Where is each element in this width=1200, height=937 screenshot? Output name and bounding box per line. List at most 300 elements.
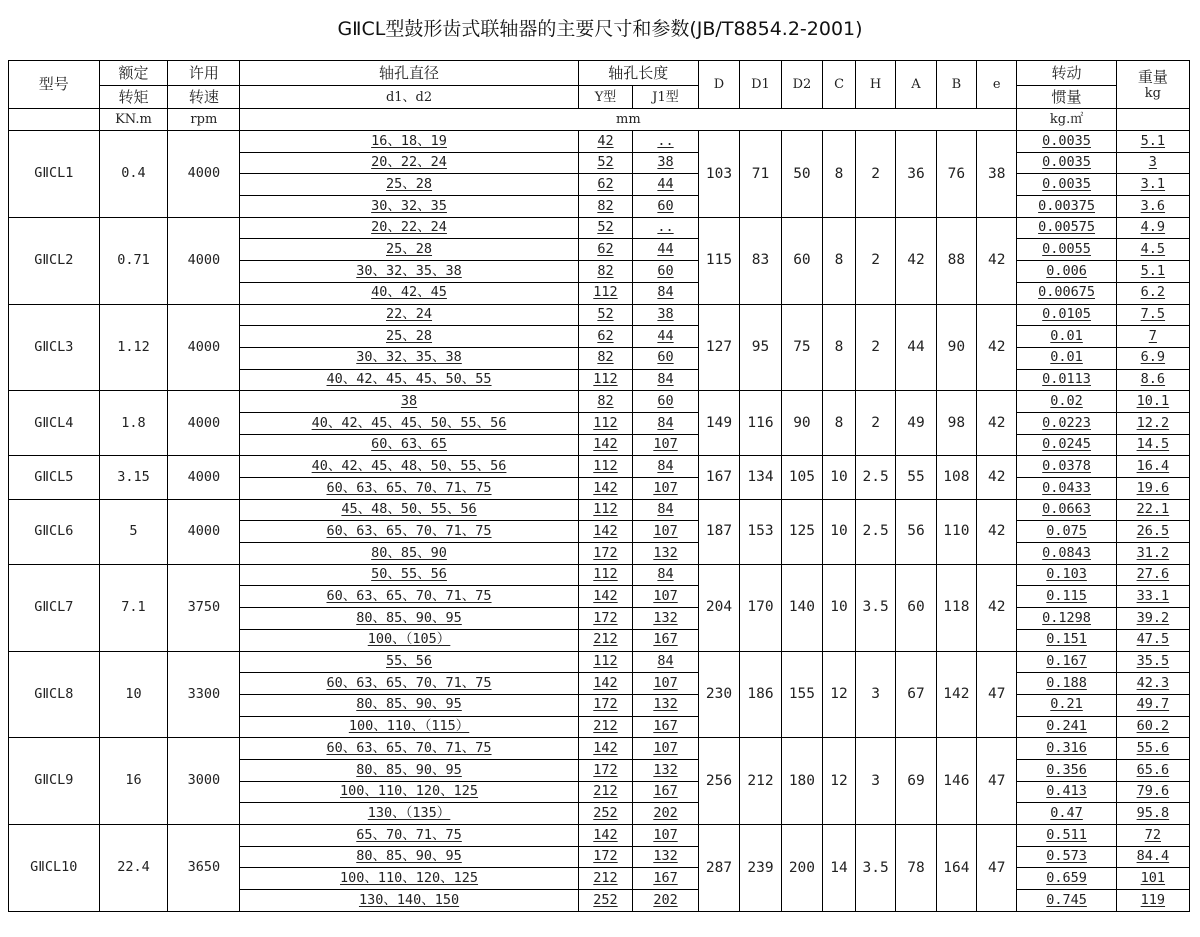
torque-cell: 0.4 bbox=[99, 131, 168, 218]
torque-cell: 5 bbox=[99, 499, 168, 564]
model-cell: GⅡCL4 bbox=[9, 391, 100, 456]
j1-length-cell: 132 bbox=[633, 759, 699, 781]
dim-d-cell: 204 bbox=[698, 564, 739, 651]
j1-length-cell: 38 bbox=[633, 304, 699, 326]
weight-cell: 55.6 bbox=[1116, 738, 1189, 760]
inertia-cell: 0.00675 bbox=[1017, 282, 1116, 304]
speed-cell: 3000 bbox=[168, 738, 240, 825]
bore-diameter-cell: 38 bbox=[240, 391, 578, 413]
y-length-cell: 112 bbox=[578, 499, 633, 521]
table-row bbox=[9, 131, 1190, 153]
j1-length-cell: 60 bbox=[633, 261, 699, 283]
bore-diameter-cell: 40、42、45、45、50、55、56 bbox=[240, 412, 578, 434]
torque-cell: 22.4 bbox=[99, 825, 168, 912]
weight-cell: 39.2 bbox=[1116, 608, 1189, 630]
dim-d1-cell: 239 bbox=[740, 825, 781, 912]
header-blank-model bbox=[9, 109, 100, 131]
dim-e-cell: 42 bbox=[977, 304, 1017, 391]
y-length-cell: 142 bbox=[578, 586, 633, 608]
dim-b-cell: 90 bbox=[936, 304, 976, 391]
y-length-cell: 112 bbox=[578, 456, 633, 478]
dim-a-cell: 49 bbox=[896, 391, 936, 456]
dim-h-cell: 2 bbox=[855, 217, 895, 304]
header-speed-2: 转速 bbox=[168, 86, 240, 109]
bore-diameter-cell: 100、110、120、125 bbox=[240, 781, 578, 803]
weight-cell: 7.5 bbox=[1116, 304, 1189, 326]
y-length-cell: 142 bbox=[578, 673, 633, 695]
speed-cell: 4000 bbox=[168, 304, 240, 391]
weight-cell: 14.5 bbox=[1116, 434, 1189, 456]
inertia-cell: 0.0035 bbox=[1017, 131, 1116, 153]
bore-diameter-cell: 100、110、（115） bbox=[240, 716, 578, 738]
dim-b-cell: 98 bbox=[936, 391, 976, 456]
weight-cell: 31.2 bbox=[1116, 543, 1189, 565]
header-H: H bbox=[855, 61, 895, 109]
dim-h-cell: 2 bbox=[855, 131, 895, 218]
j1-length-cell: 167 bbox=[633, 629, 699, 651]
dim-e-cell: 42 bbox=[977, 499, 1017, 564]
j1-length-cell: 107 bbox=[633, 586, 699, 608]
inertia-cell: 0.0378 bbox=[1017, 456, 1116, 478]
dim-d2-cell: 155 bbox=[781, 651, 822, 738]
y-length-cell: 62 bbox=[578, 326, 633, 348]
header-bore-length: 轴孔长度 bbox=[578, 61, 698, 86]
weight-cell: 19.6 bbox=[1116, 478, 1189, 500]
bore-diameter-cell: 80、85、90、95 bbox=[240, 694, 578, 716]
dim-h-cell: 3 bbox=[855, 738, 895, 825]
j1-length-cell: 84 bbox=[633, 564, 699, 586]
j1-length-cell: 60 bbox=[633, 196, 699, 218]
j1-length-cell: 107 bbox=[633, 434, 699, 456]
dim-d-cell: 230 bbox=[698, 651, 739, 738]
weight-cell: 65.6 bbox=[1116, 759, 1189, 781]
header-A: A bbox=[896, 61, 936, 109]
y-length-cell: 142 bbox=[578, 478, 633, 500]
dim-a-cell: 60 bbox=[896, 564, 936, 651]
dim-a-cell: 55 bbox=[896, 456, 936, 499]
torque-cell: 16 bbox=[99, 738, 168, 825]
header-y-type: Y型 bbox=[578, 86, 633, 109]
dim-e-cell: 38 bbox=[977, 131, 1017, 218]
j1-length-cell: 132 bbox=[633, 608, 699, 630]
table-row bbox=[9, 738, 1190, 760]
dim-d-cell: 256 bbox=[698, 738, 739, 825]
bore-diameter-cell: 30、32、35 bbox=[240, 196, 578, 218]
dim-c-cell: 8 bbox=[823, 391, 856, 456]
header-torque-unit: KN.m bbox=[99, 109, 168, 131]
bore-diameter-cell: 30、32、35、38 bbox=[240, 261, 578, 283]
weight-cell: 79.6 bbox=[1116, 781, 1189, 803]
y-length-cell: 112 bbox=[578, 651, 633, 673]
bore-diameter-cell: 60、63、65、70、71、75 bbox=[240, 478, 578, 500]
weight-cell: 35.5 bbox=[1116, 651, 1189, 673]
inertia-cell: 0.47 bbox=[1017, 803, 1116, 825]
inertia-cell: 0.0433 bbox=[1017, 478, 1116, 500]
weight-cell: 95.8 bbox=[1116, 803, 1189, 825]
inertia-cell: 0.573 bbox=[1017, 846, 1116, 868]
bore-diameter-cell: 22、24 bbox=[240, 304, 578, 326]
j1-length-cell: 84 bbox=[633, 282, 699, 304]
bore-diameter-cell: 130、（135） bbox=[240, 803, 578, 825]
y-length-cell: 82 bbox=[578, 261, 633, 283]
dim-d-cell: 103 bbox=[698, 131, 739, 218]
weight-cell: 72 bbox=[1116, 825, 1189, 847]
inertia-cell: 0.316 bbox=[1017, 738, 1116, 760]
dim-d-cell: 187 bbox=[698, 499, 739, 564]
dim-d-cell: 167 bbox=[698, 456, 739, 499]
header-D1: D1 bbox=[740, 61, 781, 109]
j1-length-cell: 84 bbox=[633, 456, 699, 478]
j1-length-cell: 167 bbox=[633, 716, 699, 738]
dim-d2-cell: 125 bbox=[781, 499, 822, 564]
inertia-cell: 0.103 bbox=[1017, 564, 1116, 586]
y-length-cell: 172 bbox=[578, 694, 633, 716]
y-length-cell: 212 bbox=[578, 716, 633, 738]
weight-cell: 3.1 bbox=[1116, 174, 1189, 196]
table-body bbox=[9, 131, 1190, 912]
y-length-cell: 82 bbox=[578, 391, 633, 413]
dim-a-cell: 78 bbox=[896, 825, 936, 912]
dim-b-cell: 108 bbox=[936, 456, 976, 499]
dim-a-cell: 56 bbox=[896, 499, 936, 564]
y-length-cell: 112 bbox=[578, 412, 633, 434]
inertia-cell: 0.02 bbox=[1017, 391, 1116, 413]
y-length-cell: 142 bbox=[578, 825, 633, 847]
weight-cell: 33.1 bbox=[1116, 586, 1189, 608]
model-cell: GⅡCL9 bbox=[9, 738, 100, 825]
y-length-cell: 212 bbox=[578, 629, 633, 651]
bore-diameter-cell: 16、18、19 bbox=[240, 131, 578, 153]
header-inertia-unit: kg.㎡ bbox=[1017, 109, 1116, 131]
header-weight: 重量 kg bbox=[1116, 61, 1189, 109]
model-cell: GⅡCL1 bbox=[9, 131, 100, 218]
y-length-cell: 172 bbox=[578, 608, 633, 630]
bore-diameter-cell: 55、56 bbox=[240, 651, 578, 673]
model-cell: GⅡCL7 bbox=[9, 564, 100, 651]
model-cell: GⅡCL8 bbox=[9, 651, 100, 738]
bore-diameter-cell: 60、63、65、70、71、75 bbox=[240, 738, 578, 760]
table-row bbox=[9, 456, 1190, 478]
bore-diameter-cell: 40、42、45、45、50、55 bbox=[240, 369, 578, 391]
dim-a-cell: 67 bbox=[896, 651, 936, 738]
j1-length-cell: 167 bbox=[633, 781, 699, 803]
header-blank-weight bbox=[1116, 109, 1189, 131]
speed-cell: 3300 bbox=[168, 651, 240, 738]
dim-c-cell: 12 bbox=[823, 651, 856, 738]
j1-length-cell: 44 bbox=[633, 174, 699, 196]
inertia-cell: 0.241 bbox=[1017, 716, 1116, 738]
torque-cell: 1.8 bbox=[99, 391, 168, 456]
inertia-cell: 0.0035 bbox=[1017, 152, 1116, 174]
dim-b-cell: 146 bbox=[936, 738, 976, 825]
dim-e-cell: 42 bbox=[977, 456, 1017, 499]
dim-a-cell: 69 bbox=[896, 738, 936, 825]
spec-table bbox=[8, 60, 1190, 912]
dim-c-cell: 14 bbox=[823, 825, 856, 912]
dim-b-cell: 118 bbox=[936, 564, 976, 651]
dim-b-cell: 76 bbox=[936, 131, 976, 218]
model-cell: GⅡCL10 bbox=[9, 825, 100, 912]
header-bore-diameter-sub: d1、d2 bbox=[240, 86, 578, 109]
header-inertia-2: 惯量 bbox=[1017, 86, 1116, 109]
dim-d1-cell: 170 bbox=[740, 564, 781, 651]
j1-length-cell: 107 bbox=[633, 521, 699, 543]
bore-diameter-cell: 25、28 bbox=[240, 239, 578, 261]
weight-cell: 26.5 bbox=[1116, 521, 1189, 543]
table-row bbox=[9, 825, 1190, 847]
bore-diameter-cell: 40、42、45、48、50、55、56 bbox=[240, 456, 578, 478]
bore-diameter-cell: 80、85、90 bbox=[240, 543, 578, 565]
table-row bbox=[9, 651, 1190, 673]
j1-length-cell: 84 bbox=[633, 651, 699, 673]
table-row bbox=[9, 499, 1190, 521]
inertia-cell: 0.115 bbox=[1017, 586, 1116, 608]
inertia-cell: 0.01 bbox=[1017, 326, 1116, 348]
dim-b-cell: 164 bbox=[936, 825, 976, 912]
weight-cell: 4.9 bbox=[1116, 217, 1189, 239]
inertia-cell: 0.00575 bbox=[1017, 217, 1116, 239]
dim-h-cell: 2.5 bbox=[855, 499, 895, 564]
torque-cell: 7.1 bbox=[99, 564, 168, 651]
inertia-cell: 0.659 bbox=[1017, 868, 1116, 890]
j1-length-cell: 132 bbox=[633, 543, 699, 565]
j1-length-cell: 167 bbox=[633, 868, 699, 890]
dim-c-cell: 8 bbox=[823, 131, 856, 218]
y-length-cell: 62 bbox=[578, 239, 633, 261]
dim-h-cell: 2 bbox=[855, 391, 895, 456]
dim-c-cell: 8 bbox=[823, 217, 856, 304]
header-C: C bbox=[823, 61, 856, 109]
dim-d2-cell: 105 bbox=[781, 456, 822, 499]
inertia-cell: 0.0035 bbox=[1017, 174, 1116, 196]
j1-length-cell: 60 bbox=[633, 347, 699, 369]
inertia-cell: 0.356 bbox=[1017, 759, 1116, 781]
weight-cell: 5.1 bbox=[1116, 261, 1189, 283]
dim-b-cell: 142 bbox=[936, 651, 976, 738]
model-cell: GⅡCL5 bbox=[9, 456, 100, 499]
weight-cell: 7 bbox=[1116, 326, 1189, 348]
j1-length-cell: 44 bbox=[633, 326, 699, 348]
dim-a-cell: 36 bbox=[896, 131, 936, 218]
header-D2: D2 bbox=[781, 61, 822, 109]
y-length-cell: 112 bbox=[578, 564, 633, 586]
dim-b-cell: 110 bbox=[936, 499, 976, 564]
j1-length-cell: 202 bbox=[633, 803, 699, 825]
j1-length-cell: .. bbox=[633, 217, 699, 239]
dim-h-cell: 3.5 bbox=[855, 564, 895, 651]
dim-d1-cell: 71 bbox=[740, 131, 781, 218]
dim-e-cell: 42 bbox=[977, 217, 1017, 304]
y-length-cell: 52 bbox=[578, 152, 633, 174]
y-length-cell: 142 bbox=[578, 738, 633, 760]
j1-length-cell: 84 bbox=[633, 499, 699, 521]
dim-h-cell: 3 bbox=[855, 651, 895, 738]
y-length-cell: 62 bbox=[578, 174, 633, 196]
y-length-cell: 172 bbox=[578, 543, 633, 565]
j1-length-cell: 132 bbox=[633, 846, 699, 868]
dim-d1-cell: 153 bbox=[740, 499, 781, 564]
weight-cell: 119 bbox=[1116, 890, 1189, 912]
header-torque-1: 额定 bbox=[99, 61, 168, 86]
dim-a-cell: 42 bbox=[896, 217, 936, 304]
dim-d-cell: 149 bbox=[698, 391, 739, 456]
y-length-cell: 252 bbox=[578, 803, 633, 825]
torque-cell: 0.71 bbox=[99, 217, 168, 304]
dim-d2-cell: 180 bbox=[781, 738, 822, 825]
bore-diameter-cell: 60、63、65、70、71、75 bbox=[240, 586, 578, 608]
bore-diameter-cell: 80、85、90、95 bbox=[240, 759, 578, 781]
j1-length-cell: 84 bbox=[633, 412, 699, 434]
j1-length-cell: 84 bbox=[633, 369, 699, 391]
header-torque-2: 转矩 bbox=[99, 86, 168, 109]
inertia-cell: 0.0105 bbox=[1017, 304, 1116, 326]
j1-length-cell: 44 bbox=[633, 239, 699, 261]
weight-cell: 27.6 bbox=[1116, 564, 1189, 586]
dim-d2-cell: 50 bbox=[781, 131, 822, 218]
speed-cell: 4000 bbox=[168, 456, 240, 499]
page-title: GⅡCL型鼓形齿式联轴器的主要尺寸和参数(JB/T8854.2-2001) bbox=[337, 18, 863, 40]
bore-diameter-cell: 40、42、45 bbox=[240, 282, 578, 304]
inertia-cell: 0.188 bbox=[1017, 673, 1116, 695]
bore-diameter-cell: 45、48、50、55、56 bbox=[240, 499, 578, 521]
dim-d1-cell: 83 bbox=[740, 217, 781, 304]
speed-cell: 4000 bbox=[168, 391, 240, 456]
dim-d2-cell: 75 bbox=[781, 304, 822, 391]
y-length-cell: 142 bbox=[578, 521, 633, 543]
dim-h-cell: 2.5 bbox=[855, 456, 895, 499]
inertia-cell: 0.0843 bbox=[1017, 543, 1116, 565]
dim-c-cell: 12 bbox=[823, 738, 856, 825]
dim-c-cell: 10 bbox=[823, 456, 856, 499]
j1-length-cell: 107 bbox=[633, 825, 699, 847]
bore-diameter-cell: 25、28 bbox=[240, 174, 578, 196]
y-length-cell: 42 bbox=[578, 131, 633, 153]
dim-d-cell: 287 bbox=[698, 825, 739, 912]
weight-cell: 42.3 bbox=[1116, 673, 1189, 695]
j1-length-cell: 202 bbox=[633, 890, 699, 912]
y-length-cell: 172 bbox=[578, 846, 633, 868]
y-length-cell: 82 bbox=[578, 196, 633, 218]
inertia-cell: 0.006 bbox=[1017, 261, 1116, 283]
inertia-cell: 0.745 bbox=[1017, 890, 1116, 912]
bore-diameter-cell: 100、（105） bbox=[240, 629, 578, 651]
y-length-cell: 112 bbox=[578, 282, 633, 304]
inertia-cell: 0.0055 bbox=[1017, 239, 1116, 261]
table-row bbox=[9, 391, 1190, 413]
header-speed-1: 许用 bbox=[168, 61, 240, 86]
j1-length-cell: .. bbox=[633, 131, 699, 153]
weight-cell: 3 bbox=[1116, 152, 1189, 174]
dim-d-cell: 127 bbox=[698, 304, 739, 391]
j1-length-cell: 107 bbox=[633, 738, 699, 760]
inertia-cell: 0.511 bbox=[1017, 825, 1116, 847]
weight-cell: 4.5 bbox=[1116, 239, 1189, 261]
speed-cell: 3750 bbox=[168, 564, 240, 651]
inertia-cell: 0.167 bbox=[1017, 651, 1116, 673]
bore-diameter-cell: 80、85、90、95 bbox=[240, 846, 578, 868]
y-length-cell: 112 bbox=[578, 369, 633, 391]
dim-e-cell: 47 bbox=[977, 825, 1017, 912]
dim-c-cell: 8 bbox=[823, 304, 856, 391]
weight-cell: 84.4 bbox=[1116, 846, 1189, 868]
speed-cell: 4000 bbox=[168, 131, 240, 218]
weight-cell: 47.5 bbox=[1116, 629, 1189, 651]
model-cell: GⅡCL2 bbox=[9, 217, 100, 304]
bore-diameter-cell: 20、22、24 bbox=[240, 217, 578, 239]
inertia-cell: 0.0245 bbox=[1017, 434, 1116, 456]
dim-c-cell: 10 bbox=[823, 499, 856, 564]
y-length-cell: 52 bbox=[578, 217, 633, 239]
inertia-cell: 0.151 bbox=[1017, 629, 1116, 651]
weight-cell: 22.1 bbox=[1116, 499, 1189, 521]
header-e: e bbox=[977, 61, 1017, 109]
bore-diameter-cell: 50、55、56 bbox=[240, 564, 578, 586]
speed-cell: 4000 bbox=[168, 499, 240, 564]
inertia-cell: 0.075 bbox=[1017, 521, 1116, 543]
dim-d1-cell: 212 bbox=[740, 738, 781, 825]
bore-diameter-cell: 20、22、24 bbox=[240, 152, 578, 174]
weight-cell: 10.1 bbox=[1116, 391, 1189, 413]
model-cell: GⅡCL6 bbox=[9, 499, 100, 564]
torque-cell: 10 bbox=[99, 651, 168, 738]
dim-d2-cell: 90 bbox=[781, 391, 822, 456]
weight-cell: 49.7 bbox=[1116, 694, 1189, 716]
dim-e-cell: 42 bbox=[977, 564, 1017, 651]
dim-b-cell: 88 bbox=[936, 217, 976, 304]
dim-h-cell: 2 bbox=[855, 304, 895, 391]
dim-c-cell: 10 bbox=[823, 564, 856, 651]
header-bore-diameter: 轴孔直径 bbox=[240, 61, 578, 86]
y-length-cell: 212 bbox=[578, 868, 633, 890]
inertia-cell: 0.0223 bbox=[1017, 412, 1116, 434]
dim-d2-cell: 60 bbox=[781, 217, 822, 304]
inertia-cell: 0.01 bbox=[1017, 347, 1116, 369]
speed-cell: 4000 bbox=[168, 217, 240, 304]
bore-diameter-cell: 60、63、65、70、71、75 bbox=[240, 521, 578, 543]
weight-cell: 6.9 bbox=[1116, 347, 1189, 369]
dim-e-cell: 42 bbox=[977, 391, 1017, 456]
inertia-cell: 0.21 bbox=[1017, 694, 1116, 716]
bore-diameter-cell: 25、28 bbox=[240, 326, 578, 348]
header-j1-type: J1型 bbox=[633, 86, 699, 109]
header-speed-unit: rpm bbox=[168, 109, 240, 131]
inertia-cell: 0.1298 bbox=[1017, 608, 1116, 630]
bore-diameter-cell: 60、63、65、70、71、75 bbox=[240, 673, 578, 695]
table-row bbox=[9, 217, 1190, 239]
y-length-cell: 172 bbox=[578, 759, 633, 781]
weight-cell: 8.6 bbox=[1116, 369, 1189, 391]
j1-length-cell: 107 bbox=[633, 478, 699, 500]
dim-d2-cell: 140 bbox=[781, 564, 822, 651]
bore-diameter-cell: 30、32、35、38 bbox=[240, 347, 578, 369]
dim-a-cell: 44 bbox=[896, 304, 936, 391]
header-D: D bbox=[698, 61, 739, 109]
weight-cell: 5.1 bbox=[1116, 131, 1189, 153]
dim-d2-cell: 200 bbox=[781, 825, 822, 912]
weight-cell: 6.2 bbox=[1116, 282, 1189, 304]
dim-e-cell: 47 bbox=[977, 651, 1017, 738]
weight-cell: 101 bbox=[1116, 868, 1189, 890]
bore-diameter-cell: 80、85、90、95 bbox=[240, 608, 578, 630]
dim-h-cell: 3.5 bbox=[855, 825, 895, 912]
weight-cell: 12.2 bbox=[1116, 412, 1189, 434]
header-B: B bbox=[936, 61, 976, 109]
dim-e-cell: 47 bbox=[977, 738, 1017, 825]
inertia-cell: 0.00375 bbox=[1017, 196, 1116, 218]
bore-diameter-cell: 100、110、120、125 bbox=[240, 868, 578, 890]
table-row bbox=[9, 304, 1190, 326]
weight-cell: 16.4 bbox=[1116, 456, 1189, 478]
